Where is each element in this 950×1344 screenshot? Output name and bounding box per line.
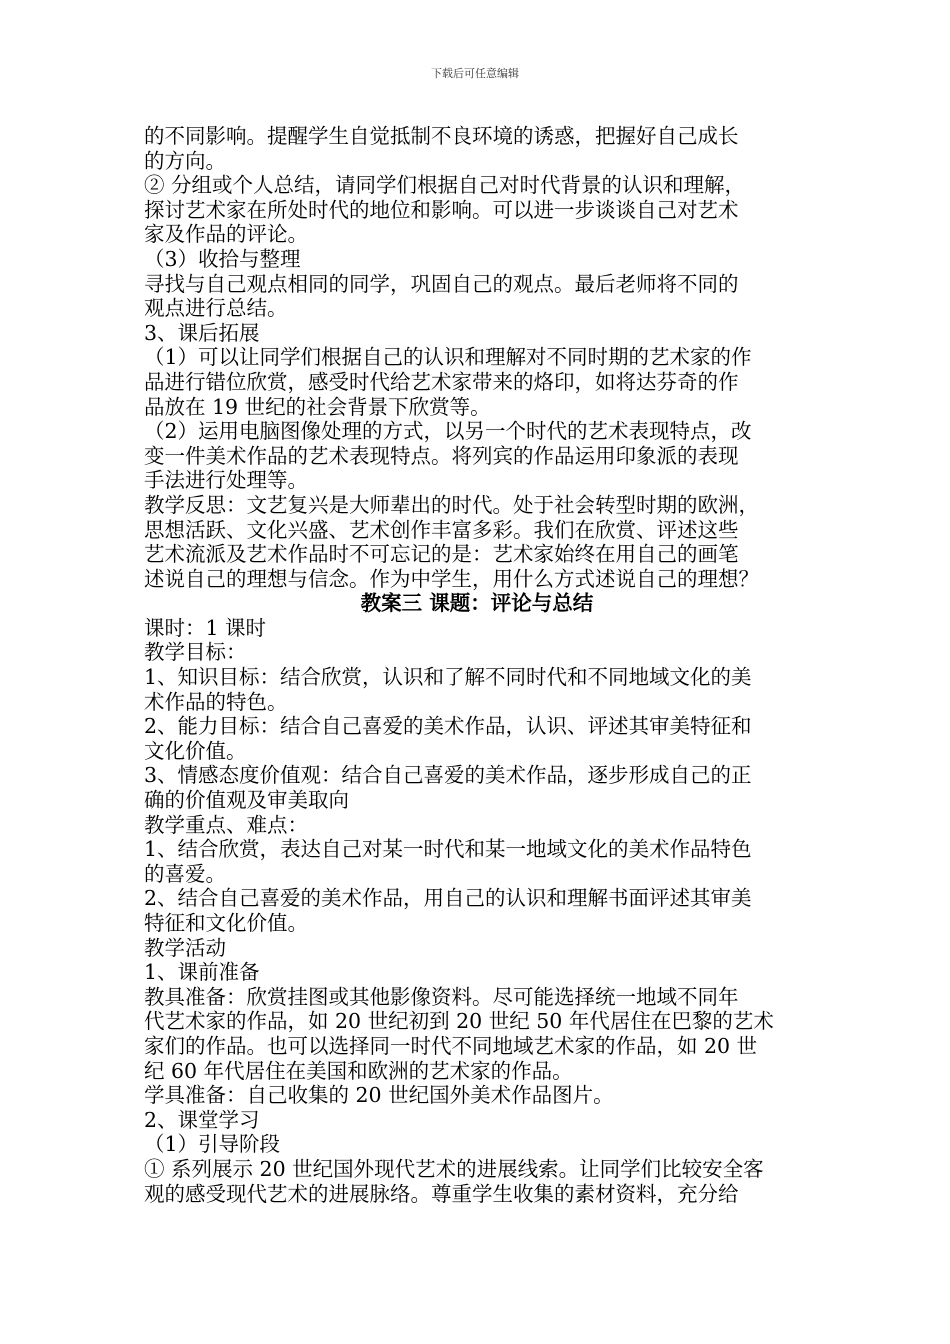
document-body	[144, 124, 810, 1206]
text-line: 1、知识目标：结合欣赏，认识和了解不同时代和不同地域文化的美	[144, 665, 752, 690]
text-line: ② 分组或个人总结，请同学们根据自己对时代背景的认识和理解，	[144, 173, 746, 198]
text-line: 家及作品的评论。	[144, 222, 308, 247]
text-line: 文化价值。	[144, 738, 247, 763]
text-line: 变一件美术作品的艺术表现特点。将列宾的作品运用印象派的表现	[144, 443, 739, 468]
text-line: 思想活跃、文化兴盛、艺术创作丰富多彩。我们在欣赏、评述这些	[144, 517, 739, 542]
text-line: 观点进行总结。	[144, 296, 288, 321]
page-header: 下载后可任意编辑	[431, 67, 519, 80]
text-line: （2）运用电脑图像处理的方式，以另一个时代的艺术表现特点，改	[144, 419, 752, 444]
text-line: 教学反思：文艺复兴是大师辈出的时代。处于社会转型时期的欧洲，	[144, 492, 759, 517]
text-line: 2、能力目标：结合自己喜爱的美术作品，认识、评述其审美特征和	[144, 714, 752, 739]
text-line: 术作品的特色。	[144, 689, 288, 714]
text-line: 2、结合自己喜爱的美术作品，用自己的认识和理解书面评述其审美	[144, 886, 752, 911]
section-heading: 2、课堂学习	[144, 1107, 260, 1132]
section-heading: （1）引导阶段	[144, 1132, 281, 1157]
text-line: 的不同影响。提醒学生自觉抵制不良环境的诱惑，把握好自己成长	[144, 124, 739, 148]
text-line: 课时：1 课时	[144, 615, 267, 640]
section-heading: 1、课前准备	[144, 960, 260, 985]
text-line: 确的价值观及审美取向	[144, 788, 349, 813]
text-line: 艺术流派及艺术作品时不可忘记的是：艺术家始终在用自己的画笔	[144, 542, 739, 567]
text-line: 品放在 19 世纪的社会背景下欣赏等。	[144, 394, 491, 419]
text-line: 手法进行处理等。	[144, 468, 308, 493]
section-heading: 3、课后拓展	[144, 320, 260, 345]
section-heading: 教学活动	[144, 935, 226, 960]
section-heading: 教学重点、难点：	[144, 812, 308, 837]
section-heading: （3）收拾与整理	[144, 246, 301, 271]
text-line: 的方向。	[144, 148, 226, 173]
text-line: 家们的作品。也可以选择同一时代不同地域艺术家的作品，如 20 世	[144, 1033, 758, 1058]
text-line: 探讨艺术家在所处时代的地位和影响。可以进一步谈谈自己对艺术	[144, 197, 739, 222]
text-line: 特征和文化价值。	[144, 911, 308, 935]
text-line: ① 系列展示 20 世纪国外现代艺术的进展线索。让同学们比较安全客	[144, 1156, 764, 1181]
text-line: 1、结合欣赏，表达自己对某一时代和某一地域文化的美术作品特色	[144, 837, 752, 862]
text-line: 的喜爱。	[144, 861, 226, 886]
text-line: （1）可以让同学们根据自己的认识和理解对不同时期的艺术家的作	[144, 345, 752, 370]
text-line: 3、情感态度价值观：结合自己喜爱的美术作品，逐步形成自己的正	[144, 763, 752, 788]
lesson-title: 教案三 课题：评论与总结	[360, 591, 594, 616]
section-heading: 教学目标：	[144, 640, 247, 665]
text-line: 品进行错位欣赏，感受时代给艺术家带来的烙印，如将达芬奇的作	[144, 369, 739, 394]
text-line: 学具准备：自己收集的 20 世纪国外美术作品图片。	[144, 1083, 614, 1108]
text-line: 纪 60 年代居住在美国和欧洲的艺术家的作品。	[144, 1058, 573, 1083]
text-line: 寻找与自己观点相同的同学，巩固自己的观点。最后老师将不同的	[144, 271, 739, 296]
text-line: 教具准备：欣赏挂图或其他影像资料。尽可能选择统一地域不同年	[144, 984, 739, 1009]
text-line: 代艺术家的作品，如 20 世纪初到 20 世纪 50 年代居住在巴黎的艺术	[144, 1009, 774, 1034]
text-line: 观的感受现代艺术的进展脉络。尊重学生收集的素材资料，充分给	[144, 1181, 739, 1206]
text-line: 述说自己的理想与信念。作为中学生，用什么方式述说自己的理想？	[144, 566, 759, 591]
